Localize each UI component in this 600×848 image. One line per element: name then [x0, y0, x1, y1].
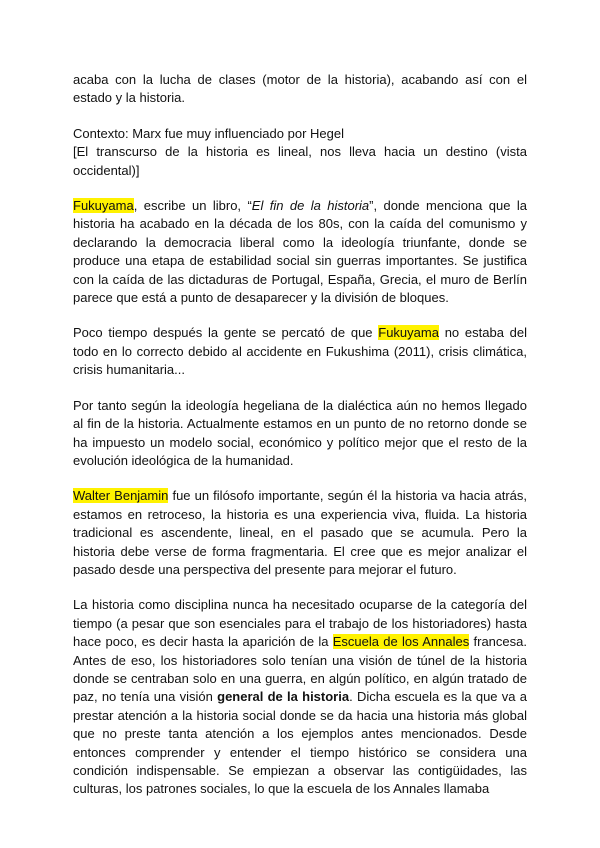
text-segment: La historia como disciplina nunca ha necesitado ocuparse de la categoría del tiempo (a pesar que son esenciales para el trabajo de los historiadores) hasta hace poco, es decir hasta la aparición de la: [73, 597, 527, 650]
text-segment: no estaba del todo en lo correcto debido al accidente en Fukushima (2011), crisis climática, crisis humanitaria...: [73, 325, 527, 378]
paragraph-bracket-note: [El transcurso de la historia es lineal, nos lleva hacia un destino (vista occidental)]: [73, 144, 527, 178]
highlight-fukuyama: Fukuyama: [73, 198, 134, 214]
text-segment: francesa. Antes de eso, los historiadores solo tenían una visión de túnel de la historia donde se centraban solo en una guerra, en algún político, en algún tratado de paz, no tenía una visión: [73, 634, 527, 705]
highlight-escuela-annales: Escuela de los Annales: [332, 634, 470, 650]
paragraph-1: acaba con la lucha de clases (motor de la historia), acabando así con el estado y la historia.: [73, 72, 527, 106]
text-segment: fue un filósofo importante, según él la historia va hacia atrás, estamos en retroceso, la historia es una experiencia viva, fluida. La historia tradicional es ascendente, lineal, en el pasado que se acumula. Pero la historia debe verse de forma fragmentaria. El cree que es mejor analizar el pasado desde una perspectiva del presente para mejorar el futuro.: [73, 488, 527, 577]
bold-phrase: general de la historia: [217, 689, 350, 705]
text-segment: ”, donde menciona que la historia ha acabado en la década de los 80s, con la caída del comunismo y declarando la democracia liberal como la ideología triunfante, donde se produce una etapa de estabilidad social sin guerras importantes. Se justifica con la caída de las dictaduras de Portugal, España, Grecia, el muro de Berlín parece que está a punto de desaparecer y la división de bloques.: [73, 198, 527, 306]
highlight-walter-benjamin: Walter Benjamin: [73, 488, 169, 504]
paragraph-annales: [73, 596, 527, 798]
highlight-fukuyama: Fukuyama: [378, 325, 439, 341]
paragraph-context: Contexto: Marx fue muy influenciado por Hegel: [73, 125, 344, 141]
text-segment: , escribe un libro, “: [133, 198, 252, 214]
paragraph-hegel: Por tanto según la ideología hegeliana de la dialéctica aún no hemos llegado al fin de la historia. Actualmente estamos en un punto de no retorno donde se ha impuesto un modelo social, económico y político mejor que el resto de la evolución ideológica de la humanidad.: [73, 397, 527, 468]
paragraph-fukuyama: [73, 197, 527, 307]
text-segment: . Dicha escuela es la que va a prestar atención a la historia social donde se da hacia una historia más global que no preste tanta atención a los ejemplos antes mencionados. Desde entonces comprender y entender el tiempo histórico se considera una condición indispensable. Se empiezan a observar las contigüidades, las culturas, los patrones sociales, lo que la escuela de los Annales llamaba: [73, 689, 528, 797]
paragraph-fukushima: [73, 324, 527, 379]
book-title: El fin de la historia: [251, 198, 370, 214]
paragraph-benjamin: [73, 487, 527, 579]
text-segment: Poco tiempo después la gente se percató de que: [73, 325, 379, 341]
document-body: [73, 71, 527, 816]
